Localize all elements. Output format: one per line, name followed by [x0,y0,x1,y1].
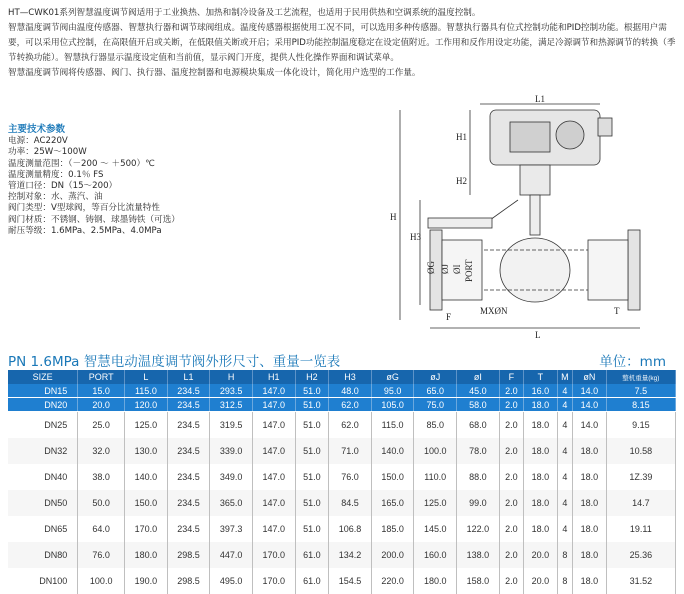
table-cell: 2.0 [499,412,523,439]
table-cell: 48.0 [329,384,372,398]
table-cell: 18.0 [524,398,558,412]
table-title: PN 1.6MPa 智慧电动温度调节阀外形尺寸、重量一览表 [8,354,341,370]
table-cell: 51.0 [295,516,329,542]
table-cell: 4 [557,438,572,464]
table-cell: 88.0 [457,464,500,490]
table-cell: 165.0 [371,490,414,516]
table-cell: 150.0 [125,490,168,516]
table-cell: 14.0 [573,412,607,439]
table-cell: 160.0 [414,542,457,568]
table-row [8,490,676,516]
table-cell: 65.0 [414,384,457,398]
table-cell: 140.0 [125,464,168,490]
table-cell: 19.11 [606,516,675,542]
table-cell: 4 [557,516,572,542]
param-valve-type: 阀门类型：V型球阀，等百分比流量特性 [8,203,160,214]
table-cell: 147.0 [252,464,295,490]
table-cell: 58.0 [457,398,500,412]
table-cell: 298.5 [167,542,210,568]
table-cell: 61.0 [295,568,329,594]
valve-drawing [370,94,670,340]
param-power: 功率：25W～100W [8,147,87,158]
table-cell: 100.0 [414,438,457,464]
column-header: SIZE [8,370,78,384]
table-cell: 4 [557,464,572,490]
dim-label-l1: L1 [535,94,545,104]
column-header: H3 [329,370,372,384]
intro-paragraph-3: 智慧温度调节阀将传感器、阀门、执行器、温度控制器和电源模块集成一体化设计，简化用户选型的工作量。 [8,68,421,78]
table-cell: 154.5 [329,568,372,594]
table-row [8,384,676,398]
table-cell: DN15 [8,384,78,398]
param-pressure: 耐压等级：1.6MPa、2.5MPa、4.0MPa [8,225,162,236]
column-header: øI [457,370,500,384]
table-cell: 170.0 [252,568,295,594]
column-header: PORT [78,370,125,384]
table-cell: 234.5 [167,384,210,398]
tech-params [8,124,258,237]
table-row [8,568,676,594]
table-cell: 185.0 [371,516,414,542]
table-cell: 18.0 [573,568,607,594]
table-cell: 18.0 [573,464,607,490]
table-cell: 61.0 [295,542,329,568]
table-cell: 170.0 [125,516,168,542]
table-cell: 147.0 [252,516,295,542]
table-cell: 170.0 [252,542,295,568]
table-cell: 190.0 [125,568,168,594]
table-cell: 2.0 [499,438,523,464]
table-cell: DN20 [8,398,78,412]
table-cell: 234.5 [167,464,210,490]
table-cell: 447.0 [210,542,253,568]
table-cell: 2.0 [499,384,523,398]
table-cell: 25.0 [78,412,125,439]
table-cell: 100.0 [78,568,125,594]
table-cell: 18.0 [524,464,558,490]
param-power-supply: 电源：AC220V [8,136,68,147]
table-cell: 1Z.39 [606,464,675,490]
table-cell: 18.0 [524,412,558,439]
column-header: H1 [252,370,295,384]
param-temp-accuracy: 温度测量精度：0.1％ FS [8,169,104,180]
table-cell: 319.5 [210,412,253,439]
table-cell: 45.0 [457,384,500,398]
table-cell: 15.0 [78,384,125,398]
table-cell: 84.5 [329,490,372,516]
dim-label-f: F [446,312,452,322]
table-cell: 50.0 [78,490,125,516]
table-row [8,438,676,464]
table-cell: 25.36 [606,542,675,568]
table-cell: 7.5 [606,384,675,398]
table-cell: 234.5 [167,412,210,439]
table-unit: 单位：mm [599,354,666,370]
table-cell: 105.0 [371,398,414,412]
table-cell: 122.0 [457,516,500,542]
table-cell: 14.7 [606,490,675,516]
table-cell: 76.0 [78,542,125,568]
table-cell: 106.8 [329,516,372,542]
table-cell: 200.0 [371,542,414,568]
table-cell: 18.0 [524,490,558,516]
intro-paragraph-2: 智慧温度调节阀由温度传感器、智慧执行器和调节球阀组成。温度传感器根据使用工况不同，可以选用多种传感器。智慧执行器具有位式控制功能和PID控制功能。根据用户需要，可以采用位式控制，在高限值开启或关断，在低限值关断或开启；采用PID功能控制温度稳定在设定值附近。工作用和反作用设定功能，满足冷源调节和热源调节的转换（季节转换功能）。智慧执行器显示温度设定值和当前值，显示阀门开度，提供人性化操作界面和调试菜单。 [8,23,676,63]
table-cell: 147.0 [252,398,295,412]
table-cell: 120.0 [125,398,168,412]
table-cell: 8.15 [606,398,675,412]
table-cell: 234.5 [167,438,210,464]
table-row [8,398,676,412]
table-cell: 38.0 [78,464,125,490]
table-cell: 51.0 [295,438,329,464]
table-cell: 4 [557,398,572,412]
table-cell: 16.0 [524,384,558,398]
table-cell: 51.0 [295,412,329,439]
table-cell: 234.5 [167,516,210,542]
table-cell: 62.0 [329,398,372,412]
table-cell: 14.0 [573,384,607,398]
table-cell: DN50 [8,490,78,516]
tech-params-title: 主要技术参数 [8,124,66,135]
param-temp-range: 温度测量范围：（－200 ～ ＋500）℃ [8,158,155,169]
table-cell: 312.5 [210,398,253,412]
table-cell: 397.3 [210,516,253,542]
table-cell: 18.0 [573,438,607,464]
table-cell: 2.0 [499,568,523,594]
table-cell: 147.0 [252,384,295,398]
table-cell: 147.0 [252,438,295,464]
table-cell: 51.0 [295,464,329,490]
table-cell: DN100 [8,568,78,594]
param-material: 阀门材质：不锈钢、铸钢、球墨铸铁（可选） [8,214,180,225]
column-header: L1 [167,370,210,384]
table-cell: DN80 [8,542,78,568]
table-cell: 125.0 [414,490,457,516]
table-cell: 4 [557,384,572,398]
column-header: M [557,370,572,384]
table-cell: 18.0 [524,516,558,542]
table-cell: 99.0 [457,490,500,516]
table-cell: 125.0 [125,412,168,439]
table-cell: 20.0 [524,568,558,594]
table-cell: DN40 [8,464,78,490]
column-header: 整机重量(kg) [606,370,675,384]
dim-label-mxon: MXØN [480,306,508,316]
dim-label-oj: ØJ [440,263,450,274]
table-cell: 8 [557,568,572,594]
table-cell: 2.0 [499,464,523,490]
table-cell: 140.0 [371,438,414,464]
table-cell: 180.0 [125,542,168,568]
dim-label-h: H [390,212,397,222]
table-cell: 9.15 [606,412,675,439]
table-cell: 145.0 [414,516,457,542]
table-cell: 71.0 [329,438,372,464]
dim-label-t: T [614,306,620,316]
table-cell: 2.0 [499,490,523,516]
dim-label-h2: H2 [456,176,467,186]
table-cell: 18.0 [573,542,607,568]
table-cell: 2.0 [499,542,523,568]
table-cell: 138.0 [457,542,500,568]
column-header: F [499,370,523,384]
table-cell: 298.5 [167,568,210,594]
table-cell: 20.0 [78,398,125,412]
dim-label-port: PORT [464,259,474,282]
table-cell: 2.0 [499,516,523,542]
table-cell: 110.0 [414,464,457,490]
table-cell: 293.5 [210,384,253,398]
dim-label-l: L [535,330,541,340]
table-cell: 10.58 [606,438,675,464]
column-header: L [125,370,168,384]
table-cell: 150.0 [371,464,414,490]
table-cell: 234.5 [167,398,210,412]
column-header: H2 [295,370,329,384]
table-cell: 130.0 [125,438,168,464]
dim-label-h1: H1 [456,132,467,142]
table-cell: 68.0 [457,412,500,439]
table-cell: 158.0 [457,568,500,594]
table-cell: DN65 [8,516,78,542]
table-row [8,542,676,568]
column-header: øG [371,370,414,384]
dim-label-h3: H3 [410,232,421,242]
table-cell: 365.0 [210,490,253,516]
table-cell: 32.0 [78,438,125,464]
table-cell: 14.0 [573,398,607,412]
table-cell: 115.0 [371,412,414,439]
table-cell: 85.0 [414,412,457,439]
table-cell: 147.0 [252,412,295,439]
param-media: 控制对象：水、蒸汽、油 [8,192,103,203]
table-row [8,464,676,490]
table-cell: DN25 [8,412,78,439]
table-cell: 2.0 [499,398,523,412]
column-header: øN [573,370,607,384]
table-cell: DN32 [8,438,78,464]
table-cell: 4 [557,490,572,516]
table-cell: 134.2 [329,542,372,568]
dim-label-og: ØG [426,261,436,274]
table-cell: 349.0 [210,464,253,490]
table-header-row [8,370,676,384]
table-cell: 18.0 [573,490,607,516]
table-cell: 75.0 [414,398,457,412]
intro-paragraph-1: HT—CWK01系列智慧温度调节阀适用于工业换热、加热和制冷设备及工艺流程，也适用于民用供热和空调系统的温度控制。 [8,8,481,18]
table-cell: 220.0 [371,568,414,594]
table-body [8,384,676,594]
table-row [8,516,676,542]
table-cell: 51.0 [295,384,329,398]
table-cell: 95.0 [371,384,414,398]
table-cell: 76.0 [329,464,372,490]
column-header: T [524,370,558,384]
table-cell: 51.0 [295,490,329,516]
table-cell: 8 [557,542,572,568]
table-cell: 495.0 [210,568,253,594]
intro-text [8,6,680,81]
table-cell: 64.0 [78,516,125,542]
table-cell: 180.0 [414,568,457,594]
table-cell: 18.0 [524,438,558,464]
param-pipe-size: 管道口径：DN（15～200） [8,181,118,192]
table-cell: 234.5 [167,490,210,516]
column-header: H [210,370,253,384]
table-cell: 20.0 [524,542,558,568]
table-cell: 31.52 [606,568,675,594]
dim-label-oi: ØI [452,264,462,274]
table-cell: 4 [557,412,572,439]
table-cell: 339.0 [210,438,253,464]
spec-table [8,370,676,594]
table-cell: 51.0 [295,398,329,412]
table-row [8,412,676,439]
table-cell: 78.0 [457,438,500,464]
column-header: øJ [414,370,457,384]
table-cell: 18.0 [573,516,607,542]
table-cell: 147.0 [252,490,295,516]
table-cell: 62.0 [329,412,372,439]
table-cell: 115.0 [125,384,168,398]
